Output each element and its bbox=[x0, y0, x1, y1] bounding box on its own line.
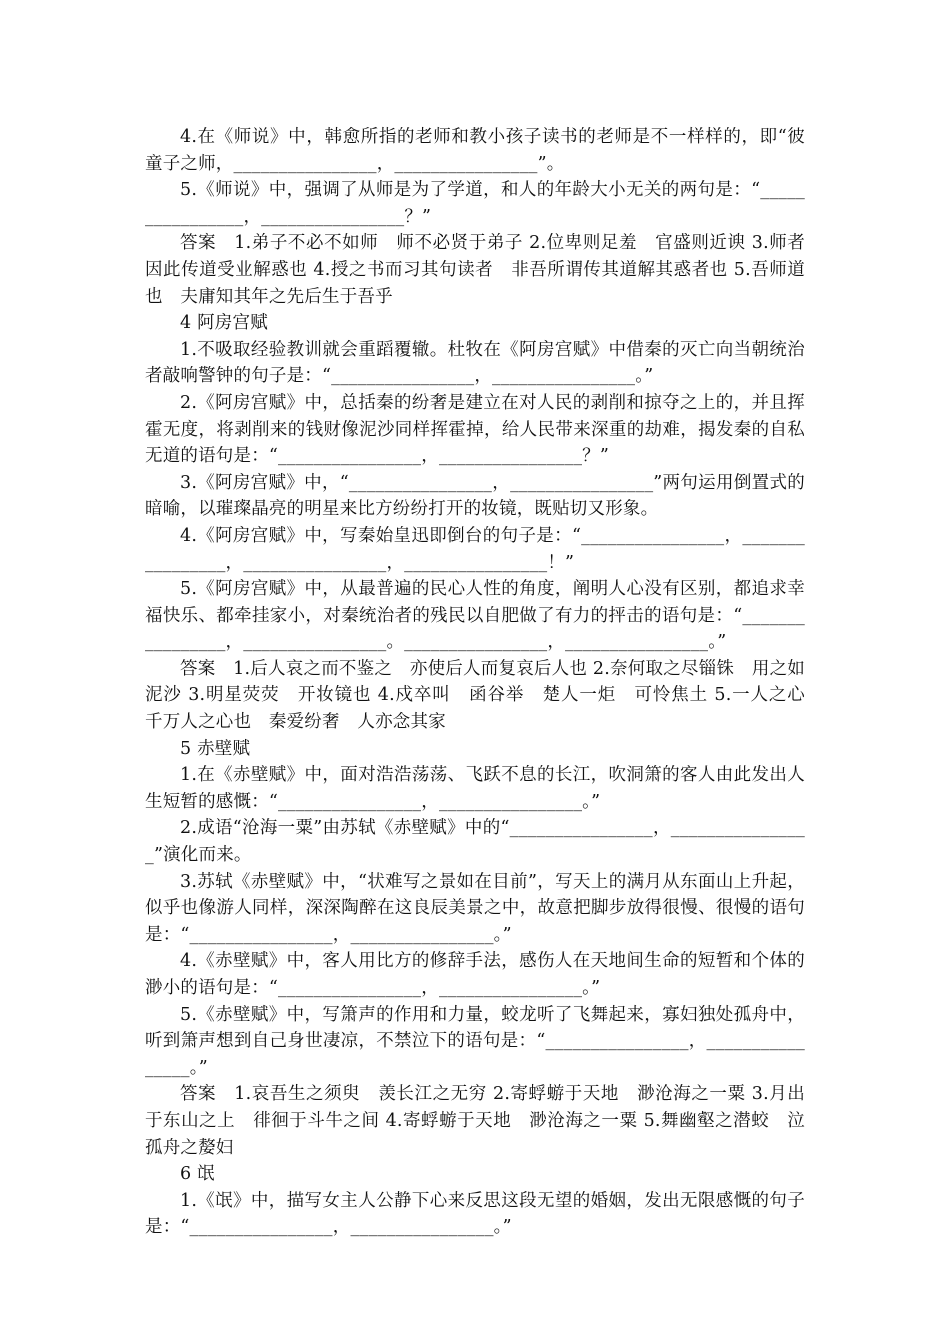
question-afanggongfu-5: 5.《阿房宫赋》中，从最普遍的民心人性的角度，阐明人心没有区别，都追求幸福快乐、都牵挂家小，对秦统治者的残民以自肥做了有力的抨击的语句是：“________________，________________。________________，________________。” bbox=[145, 579, 805, 653]
question-shishuo-4: 4.在《师说》中，韩愈所指的老师和教小孩子读书的老师是不一样样的，即“彼童子之师，________________，________________”。 bbox=[145, 127, 805, 174]
question-chibifu-3: 3.苏轼《赤壁赋》中，“状难写之景如在目前”，写天上的满月从东面山上升起，似乎也像游人同样，深深陶醉在这良辰美景之中，故意把脚步放得很慢、很慢的语句是：“________________，________________。” bbox=[145, 871, 805, 945]
question-afanggongfu-3: 3.《阿房宫赋》中，“________________，________________”两句运用倒置式的暗喻，以璀璨晶亮的明星来比方纷纷打开的妆镜，既贴切又形象。 bbox=[145, 472, 805, 520]
question-chibifu-1: 1.在《赤壁赋》中，面对浩浩荡荡、飞跃不息的长江，吹洞箫的客人由此发出人生短暂的感慨：“________________，________________。” bbox=[145, 765, 805, 812]
answer-afanggongfu: 答案 1.后人哀之而不鉴之 亦使后人而复哀后人也 2.奈何取之尽锱铢 用之如泥沙 3.明星荧荧 开妆镜也 4.戍卒叫 函谷举 楚人一炬 可怜焦土 5.一人之心 千万人之心也 秦爱纷奢 人亦念其家 bbox=[145, 658, 823, 733]
answer-shishuo: 答案 1.弟子不必不如师 师不必贤于弟子 2.位卑则足羞 官盛则近谀 3.师者 因此传道受业解惑也 4.授之书而习其句读者 非吾所谓传其道解其惑者也 5.吾师道也 夫庸知其年之先后生于吾乎 bbox=[145, 233, 823, 307]
question-meng-1: 1.《氓》中，描写女主人公静下心来反思这段无望的婚姻，发出无限感慨的句子是：“________________，________________。” bbox=[145, 1190, 805, 1238]
question-afanggongfu-2: 2.《阿房宫赋》中，总括秦的纷奢是建立在对人民的剥削和掠夺之上的，并且挥霍无度，将剥削来的钱财像泥沙同样挥霍掉，给人民带来深重的劫难，揭发秦的自私无道的语句是：“________________，________________？” bbox=[145, 392, 805, 467]
answer-chibifu: 答案 1.哀吾生之须臾 羡长江之无穷 2.寄蜉蝣于天地 渺沧海之一粟 3.月出于东山之上 徘徊于斗牛之间 4.寄蜉蝣于天地 渺沧海之一粟 5.舞幽壑之潜蛟 泣孤舟之嫠妇 bbox=[145, 1084, 805, 1158]
section-heading-afanggongfu: 4 阿房宫赋 bbox=[180, 313, 268, 334]
question-chibifu-4: 4.《赤壁赋》中，客人用比方的修辞手法，感伤人在天地间生命的短暂和个体的渺小的语句是：“________________，________________。” bbox=[145, 951, 805, 998]
section-heading-chibifu: 5 赤壁赋 bbox=[180, 738, 251, 759]
question-afanggongfu-4: 4.《阿房宫赋》中，写秦始皇迅即倒台的句子是：“________________，________________，________________，________________！” bbox=[145, 525, 805, 573]
document-page bbox=[145, 124, 823, 1241]
question-shishuo-5: 5.《师说》中，强调了从师是为了学道，和人的年龄大小无关的两句是：“________________，________________？” bbox=[145, 180, 805, 227]
question-chibifu-2: 2.成语“沧海一粟”由苏轼《赤壁赋》中的“________________，________________”演化而来。 bbox=[145, 818, 805, 866]
question-afanggongfu-1: 1.不吸取经验教训就会重蹈覆辙。杜牧在《阿房宫赋》中借秦的灭亡向当朝统治者敲响警钟的句子是：“________________，________________。” bbox=[145, 339, 805, 387]
question-chibifu-5: 5.《赤壁赋》中，写箫声的作用和力量，蛟龙听了飞舞起来，寡妇独处孤舟中，听到箫声想到自己身世凄凉，不禁泣下的语句是：“________________，________________。” bbox=[145, 1004, 805, 1078]
section-heading-meng: 6 氓 bbox=[180, 1164, 215, 1185]
